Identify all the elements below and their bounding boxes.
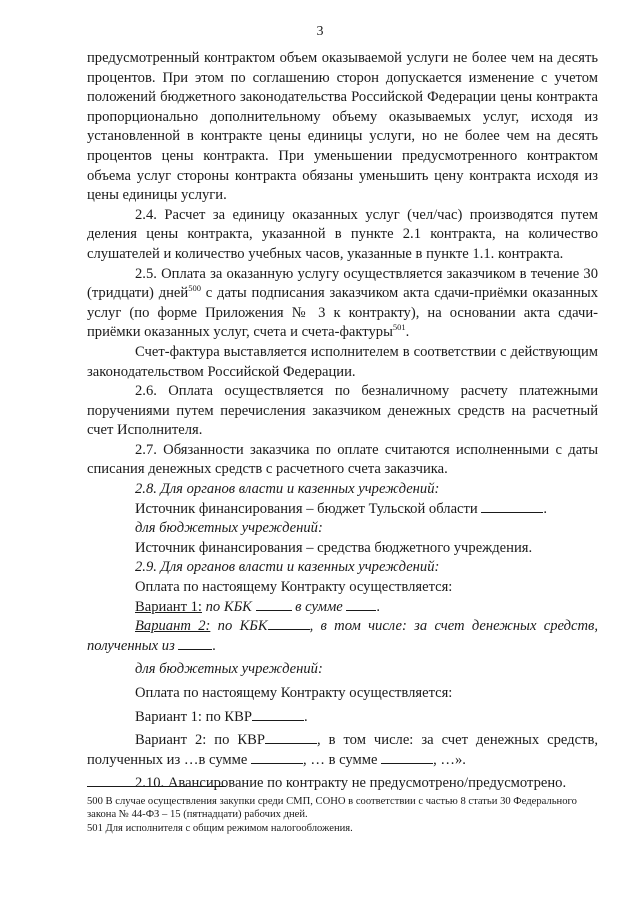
budget-variant-2-sum: , … в сумме [303, 751, 378, 768]
punctuation: . [376, 598, 381, 615]
paragraph-invoice: Счет-фактура выставляется исполнителем в соответствии с действующим законодательством Российской Федерации. [87, 343, 598, 380]
budget-variant-2 [87, 731, 598, 770]
variant-2-source-text: , в том числе: за счет денежных средств, полученных из [87, 618, 598, 654]
blank-field [256, 598, 292, 611]
variant-1-text: по КБК [201, 598, 252, 615]
punctuation: . [212, 637, 217, 654]
paragraph-2-9-heading: 2.9. Для органов власти и казенных учреждений: [135, 559, 440, 576]
budget-variant-2-end: , …». [433, 751, 466, 768]
blank-field [481, 500, 543, 513]
budget-variant-2-source: , в том числе: за счет денежных средств, полученных из …в сумме [87, 732, 598, 768]
paragraph-2-10: 2.10. Авансирование по контракту не предусмотрено/предусмотрено. [135, 775, 567, 792]
variant-1-sum-text: в сумме [291, 598, 343, 615]
variant-2-label: Вариант 2: [135, 618, 211, 635]
footnote-ref-501: 501 [392, 322, 406, 333]
variant-1-kbk [87, 598, 598, 618]
footnote-ref-500: 500 [188, 283, 201, 294]
payment-intro: Оплата по настоящему Контракту осуществляется: [135, 579, 453, 596]
payment-intro-2: Оплата по настоящему Контракту осуществляется: [135, 685, 453, 701]
blank-field [252, 708, 304, 721]
budget-institutions-heading-2: для бюджетных учреждений: [135, 661, 323, 678]
page-number: 3 [316, 24, 324, 39]
footnote-500: 500 В случае осуществления закупки среди СМП, СОНО в соответствии с частью 8 статьи 30 Федерального закона № 44-ФЗ – 15 (пятнадцати) рабочих дней. [87, 796, 577, 821]
paragraph-2-5-part2: с даты подписания заказчиком акта сдачи-приёмки оказанных услуг (по форме Приложения № 3 к контракту), на основании акта сдачи-приёмки оказанных услуг, счета и счета-фактуры [87, 285, 598, 341]
budget-variant-1 [87, 708, 598, 728]
blank-field [178, 637, 212, 650]
paragraph-2-5 [87, 265, 598, 343]
funding-source-institution: Источник финансирования – средства бюджетного учреждения. [135, 539, 533, 556]
variant-2-text: по КБК [210, 618, 268, 635]
footnote-501: 501 Для исполнителя с общим режимом налогообложения. [87, 822, 353, 834]
paragraph-2-6: 2.6. Оплата осуществляется по безналичному расчету платежными поручениями путем перечисления заказчиком денежных средств на расчетный счет Исполнителя. [87, 383, 598, 439]
blank-field [346, 598, 376, 611]
budget-institutions-heading: для бюджетных учреждений: [135, 520, 323, 537]
blank-field [268, 617, 310, 630]
paragraph-volume-change: предусмотренный контрактом объем оказываемой услуги не более чем на десять процентов. При этом по соглашению сторон допускается изменение с учетом положений бюджетного законодательства Российской Федерации цены контракта пропорционально дополнительному объему оказываемых услуг, исходя из установленной в контракте цены единицы услуги, но не более чем на десять процентов цены контракта. При уменьшении предусмотренного контрактом объема услуг стороны контракта обязаны уменьшить цену контракта исходя из цены единицы услуги. [87, 50, 598, 204]
funding-source-regional [87, 500, 598, 520]
paragraph-2-7: 2.7. Обязанности заказчика по оплате считаются исполненными с даты списания денежных средств с расчетного счета заказчика. [87, 441, 598, 478]
paragraph-2-4: 2.4. Расчет за единицу оказанных услуг (чел/час) производятся путем деления цены контракта, указанной в пункте 2.1 контракта, на количество слушателей и количество учебных часов, указанные в пункте 1.1. контракта. [87, 206, 598, 262]
variant-2-kbk [87, 617, 598, 656]
document-body [87, 49, 598, 794]
budget-variant-1-text: Вариант 1: по КВР [135, 708, 252, 725]
paragraph-2-5-part3: . [405, 324, 410, 341]
blank-field [381, 751, 433, 764]
budget-variant-2-text: Вариант 2: по КВР [135, 732, 265, 749]
blank-field [251, 751, 303, 764]
punctuation: . [543, 500, 548, 517]
blank-field [265, 731, 317, 744]
paragraph-2-8-heading: 2.8. Для органов власти и казенных учреждений: [135, 481, 440, 498]
footnote-separator [87, 786, 226, 787]
paragraph-2-5-part1: 2.5. Оплата за оказанную услугу осуществляется заказчиком в течение 30 (тридцати) дней [87, 265, 598, 302]
punctuation: . [303, 708, 308, 725]
footnotes [87, 795, 602, 835]
variant-1-label: Вариант 1: [135, 598, 202, 615]
funding-source-text: Источник финансирования – бюджет Тульской области [135, 500, 478, 517]
